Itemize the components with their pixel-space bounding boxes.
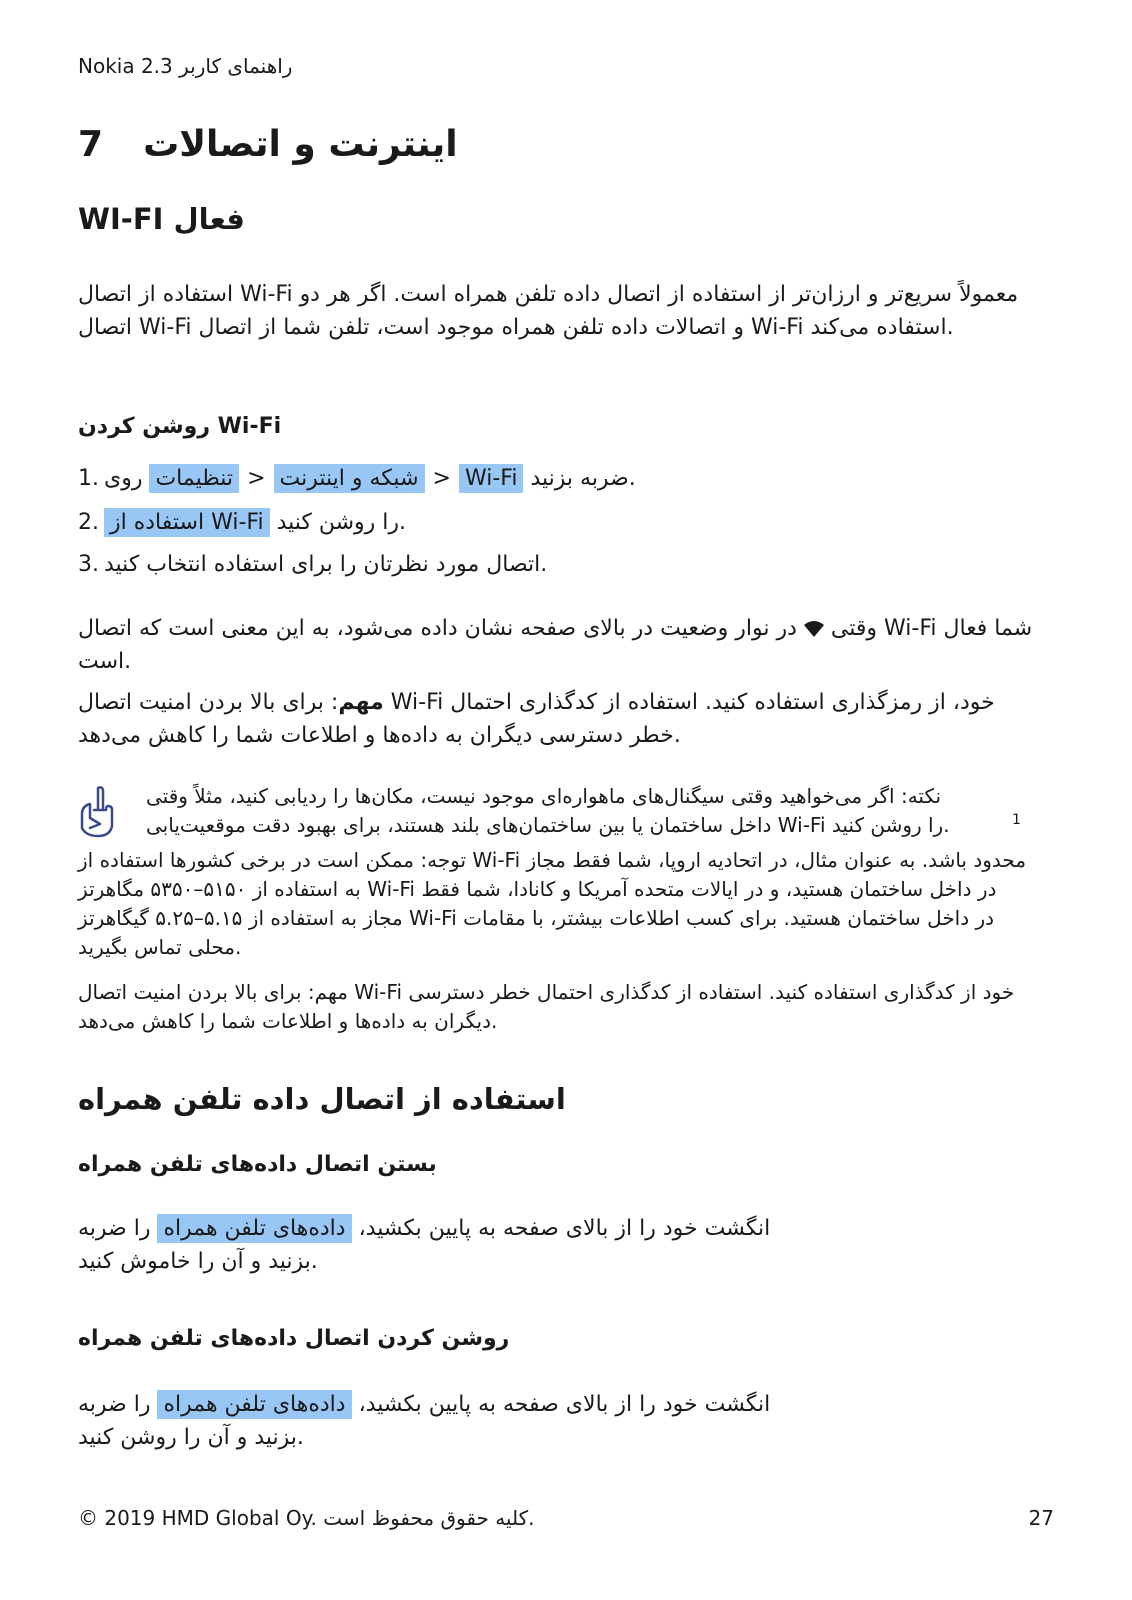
chapter-number: 7 (78, 124, 104, 165)
step-text: اتصال مورد نظرتان را برای استفاده انتخاب کنید. (104, 552, 548, 577)
instruction-text: انگشت خود را از بالای صفحه به پایین بکشید، (358, 1392, 771, 1417)
step-1 (78, 464, 1038, 493)
pointing-hand-icon (76, 784, 118, 838)
path-separator: > (432, 466, 451, 491)
close-mobile-data-paragraph (78, 1212, 1038, 1278)
step-text: روی (104, 466, 143, 491)
step-2 (78, 508, 1038, 537)
subhead-turn-on-wifi: روشن کردن Wi-Fi (78, 414, 282, 439)
subhead-close-mobile-data: بستن اتصال داده‌های تلفن همراه (78, 1152, 437, 1177)
mobile-data-toggle[interactable]: داده‌های تلفن همراه (157, 1214, 351, 1243)
note-text: نکته: اگر می‌خواهید وقتی سیگنال‌های ماهواره‌ای موجود نیست، مکان‌ها را ردیابی کنید، مثلاً وقتی داخل ساختمان یا بین ساختمان‌های بلند هستند، برای بهبود دقت موقعیت‌یابی Wi-Fi را روشن کنید. (146, 784, 950, 837)
path-separator: > (247, 466, 266, 491)
step-3 (78, 552, 1038, 577)
settings-menu-link[interactable]: تنظیمات (149, 464, 239, 493)
step-number: 3. (78, 552, 99, 577)
step-number: 1. (78, 466, 99, 491)
important-paragraph-1 (78, 686, 1038, 752)
use-wifi-toggle[interactable]: استفاده از Wi-Fi (104, 508, 270, 537)
instruction-text: را ضربه (78, 1216, 151, 1241)
instruction-text: بزنید و آن را خاموش کنید. (78, 1249, 318, 1274)
section-title-wifi: WI-FI فعال (78, 202, 245, 236)
open-mobile-data-paragraph (78, 1388, 1038, 1454)
footnote-marker: 1 (1012, 812, 1021, 828)
section-title-mobile-data: استفاده از اتصال داده تلفن همراه (78, 1082, 566, 1116)
important-text: : برای بالا بردن امنیت اتصال Wi-Fi خود، از رمزگذاری استفاده کنید. استفاده از کدگذاری احتمال خطر دسترسی دیگران به داده‌ها و اطلاعات شما را کاهش می‌دهد. (78, 690, 995, 748)
copyright-footer: © 2019 HMD Global Oy. کلیه حقوق محفوظ است. (78, 1506, 535, 1530)
instruction-text: انگشت خود را از بالای صفحه به پایین بکشید، (358, 1216, 771, 1241)
step-text: را روشن کنید. (276, 510, 407, 535)
page-number: 27 (1028, 1506, 1054, 1530)
status-paragraph (78, 612, 1038, 678)
status-text-after: در نوار وضعیت در بالای صفحه نشان داده می‌شود، به این معنی است که اتصال Wi-Fi شما فعال است. (78, 616, 1033, 674)
important-label: مهم (338, 690, 384, 715)
running-header: Nokia 2.3 راهنمای کاربر (78, 54, 293, 78)
wifi-menu-link[interactable]: Wi-Fi (459, 464, 524, 493)
network-internet-link[interactable]: شبکه و اینترنت (274, 464, 425, 493)
important-paragraph-2: مهم: برای بالا بردن امنیت اتصال Wi-Fi خود از کدگذاری استفاده کنید. استفاده از کدگذاری احتمال خطر دسترسی دیگران به داده‌ها و اطلاعات شما را کاهش می‌دهد. (78, 980, 1015, 1033)
subhead-open-mobile-data: روشن کردن اتصال داده‌های تلفن همراه (78, 1326, 510, 1351)
chapter-title: اینترنت و اتصالات (143, 124, 458, 165)
step-number: 2. (78, 510, 99, 535)
instruction-text: را ضربه (78, 1392, 151, 1417)
wifi-signal-icon (804, 621, 824, 637)
status-text-before: وقتی (830, 616, 878, 641)
instruction-text: بزنید و آن را روشن کنید. (78, 1425, 304, 1450)
mobile-data-toggle[interactable]: داده‌های تلفن همراه (157, 1390, 351, 1419)
wifi-intro-paragraph: استفاده از اتصال Wi-Fi معمولاً سریع‌تر و ارزان‌تر از استفاده از اتصال داده تلفن همراه است. اگر هر دو اتصال Wi-Fi و اتصالات داده تلفن همراه موجود است، تلفن شما از اتصال Wi-Fi استفاده می‌کند. (78, 282, 1019, 340)
step-text: ضربه بزنید. (530, 466, 636, 491)
caution-paragraph: توجه: ممکن است در برخی کشورها استفاده از Wi-Fi محدود باشد. به عنوان مثال، در اتحادیه اروپا، شما فقط مجاز به استفاده از ۵۱۵۰–۵۳۵۰ مگاهرتز Wi-Fi در داخل ساختمان هستید، و در ایالات متحده آمریکا و کانادا، شما فقط مجاز به استفاده از ۵.۱۵–۵.۲۵ گیگاهرتز Wi-Fi در داخل ساختمان هستید. برای کسب اطلاعات بیشتر، با مقامات محلی تماس بگیرید. (78, 848, 1027, 959)
chapter-heading (78, 124, 458, 165)
